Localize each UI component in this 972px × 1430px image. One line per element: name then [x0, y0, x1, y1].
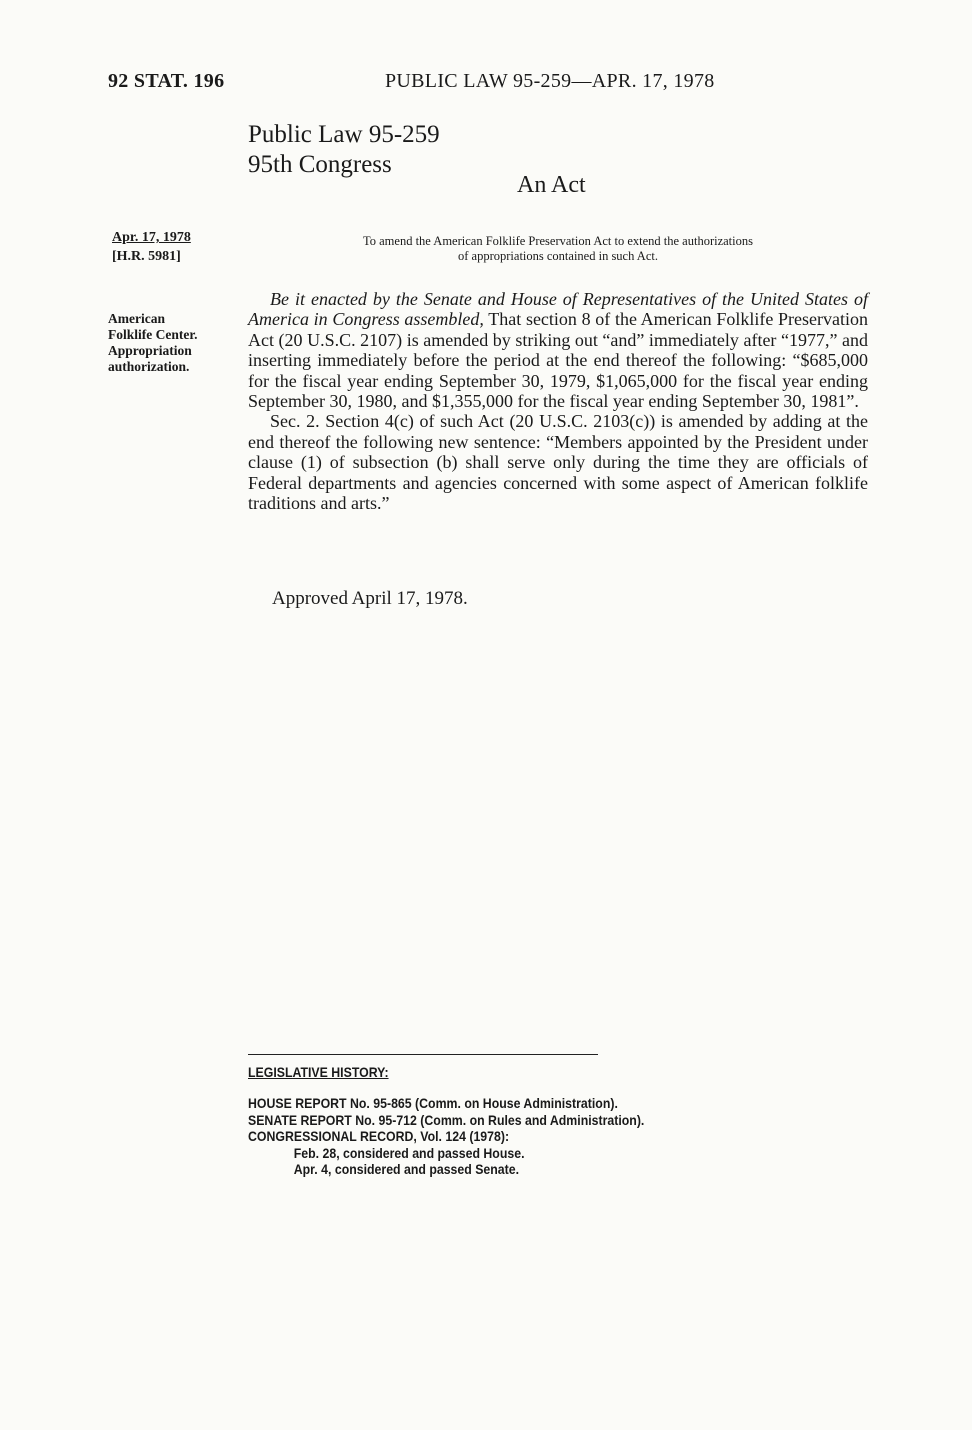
section-2 — [248, 411, 868, 513]
bill-number: [H.R. 5981] — [112, 249, 181, 264]
divider — [248, 1054, 598, 1055]
purpose-line: of appropriations contained in such Act. — [458, 249, 658, 263]
enactment-date: Apr. 17, 1978 — [112, 230, 191, 245]
congress-number: 95th Congress — [248, 151, 392, 178]
senate-report: SENATE REPORT No. 95-712 (Comm. on Rules and Administration). — [248, 1111, 645, 1128]
section-2-text: Section 4(c) of such Act (20 U.S.C. 2103(c)) is amended by adding at the end thereof the following new sentence: “Members appointed by the President under clause (1) of subsection (b) shall serve only during the time they are officials of Federal departments and agencies concerned with some aspect of American folklife traditions and arts.” — [248, 411, 868, 514]
record-entry: Feb. 28, considered and passed House. — [293, 1144, 525, 1161]
an-act-heading: An Act — [517, 172, 586, 198]
margin-note: authorization. — [108, 359, 190, 374]
page-number: 92 STAT. 196 — [108, 70, 225, 92]
legislative-history — [248, 1064, 644, 1177]
purpose-statement — [248, 234, 868, 264]
section-1-text: That section 8 of the American Folklife Preservation Act (20 U.S.C. 2107) is amended by striking out “and” immediately after “1977,” and inserting immediately before the period at the end thereof the following: “$685,000 for the fiscal year ending September 30, 1979, $1,065,000 for the fiscal year ending September 30, 1980, and $1,355,000 for the fiscal year ending September 30, 1981”. — [248, 309, 868, 412]
act-body — [248, 289, 868, 513]
enacting-clause: Be it enacted by the Senate and House of Representatives of the United States of America in Congress assembled, — [248, 289, 868, 330]
margin-note: Appropriation — [108, 343, 192, 358]
section-2-label: Sec. 2. — [270, 411, 320, 432]
margin-date-block — [112, 228, 191, 266]
house-report: HOUSE REPORT No. 95-865 (Comm. on House Administration). — [248, 1095, 618, 1112]
running-header: PUBLIC LAW 95-259—APR. 17, 1978 — [385, 70, 715, 92]
record-entry: Apr. 4, considered and passed Senate. — [293, 1161, 520, 1178]
section-1 — [248, 289, 868, 411]
margin-notes — [108, 311, 197, 375]
congressional-record: CONGRESSIONAL RECORD, Vol. 124 (1978): — [248, 1128, 510, 1145]
law-title-block — [248, 120, 440, 180]
margin-note: American — [108, 311, 165, 326]
margin-note: Folklife Center. — [108, 327, 198, 342]
purpose-line: To amend the American Folklife Preservation Act to extend the authorizations — [363, 234, 753, 248]
history-heading: LEGISLATIVE HISTORY: — [248, 1064, 389, 1080]
approval-line: Approved April 17, 1978. — [272, 588, 468, 609]
public-law-number: Public Law 95-259 — [248, 121, 440, 148]
